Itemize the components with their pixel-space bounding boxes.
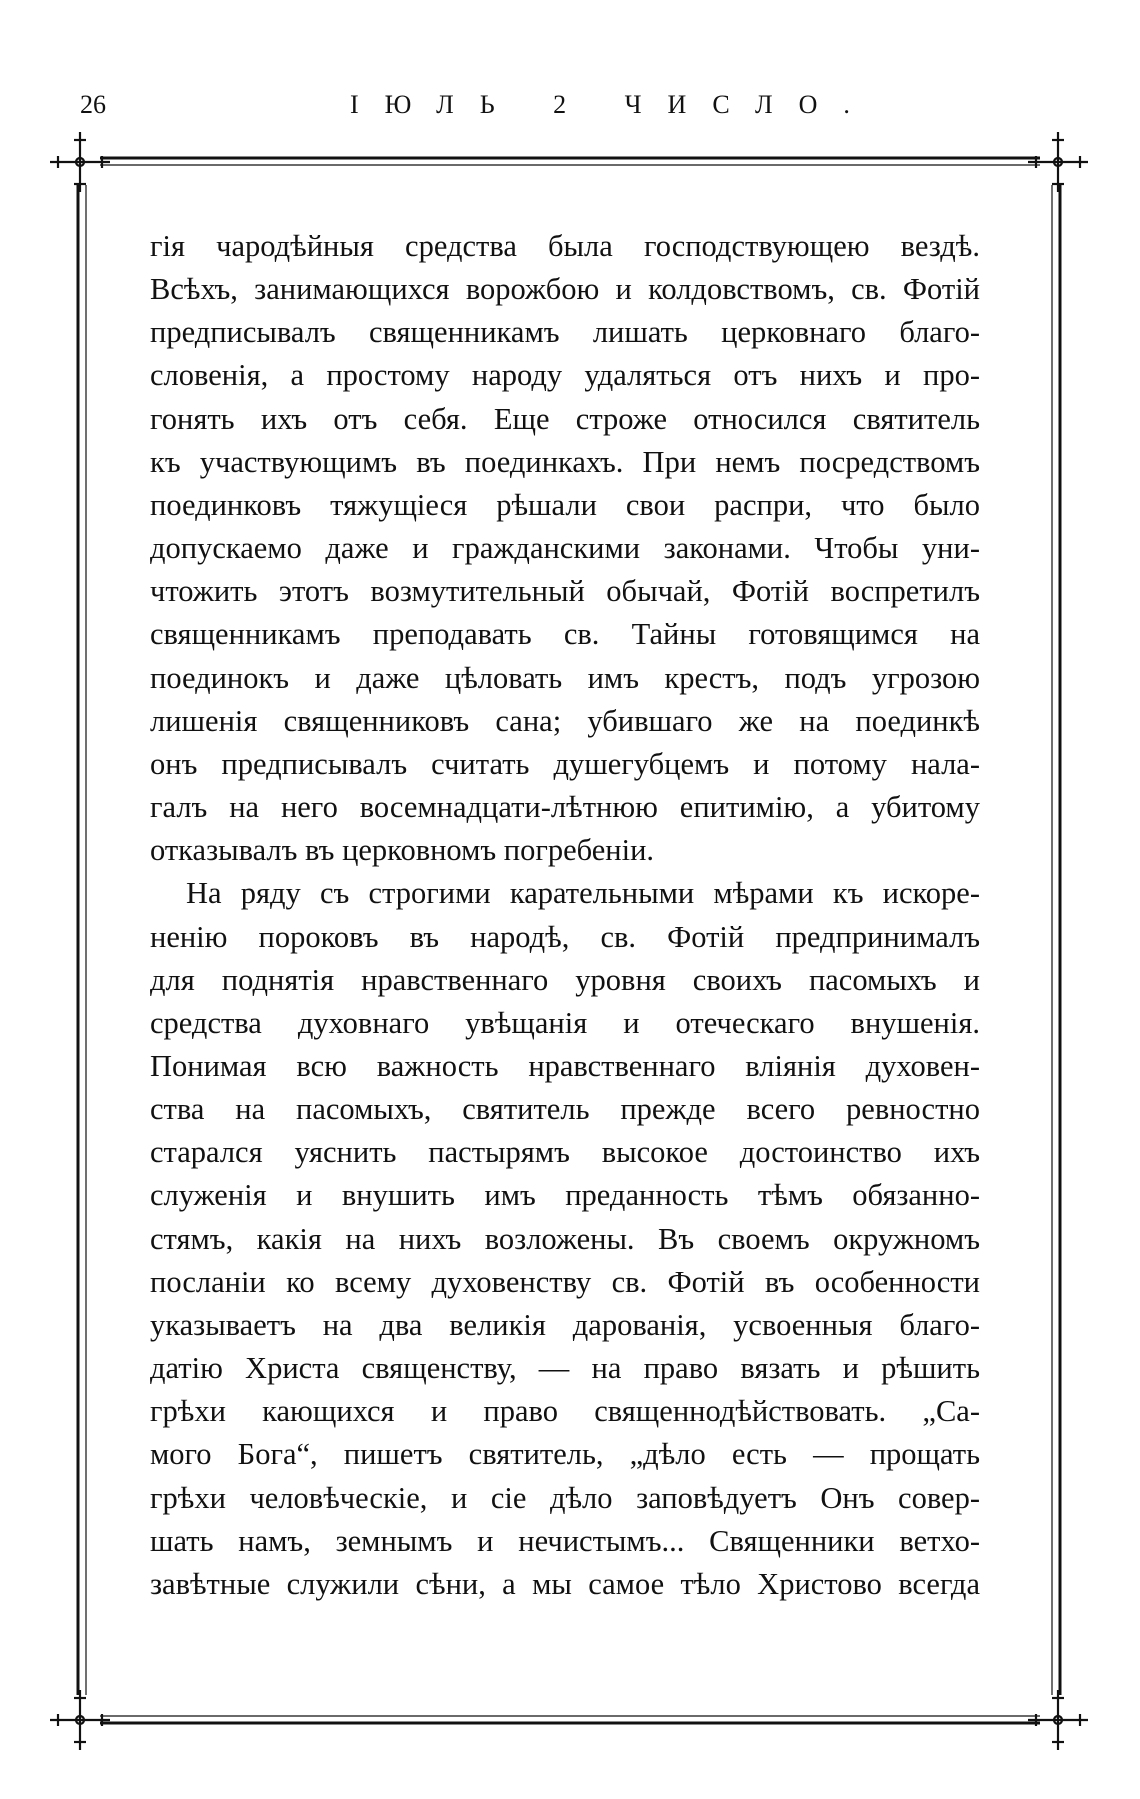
text-line: гонять ихъ отъ себя. Еще строже относился святитель <box>150 401 980 436</box>
text-line: словенія, а простому народу удаляться отъ нихъ и про- <box>150 358 980 393</box>
text-line: галъ на него восемнадцати-лѣтнюю епитимію, а убитому <box>150 790 980 825</box>
text-line: ненію пороковъ въ народѣ, св. Фотій предпринималъ <box>150 919 980 954</box>
text-line: старался уяснить пастырямъ высокое достоинство ихъ <box>150 1135 980 1170</box>
text-line: шать намъ, земнымъ и нечистымъ... Священники ветхо- <box>150 1523 980 1558</box>
text-line: посланіи ко всему духовенству св. Фотій въ особенности <box>150 1264 980 1299</box>
paragraph-1 <box>150 225 980 872</box>
text-line: лишенія священниковъ сана; убившаго же на поединкѣ <box>150 703 980 738</box>
text-line: поединковъ тяжущіеся рѣшали свои распри, что было <box>150 487 980 522</box>
text-line: онъ предписывалъ считать душегубцемъ и потому нала- <box>150 746 980 781</box>
text-line: отказывалъ въ церковномъ погребеніи. <box>150 833 655 868</box>
text-line: На ряду съ строгими карательными мѣрами къ искоре- <box>186 876 980 911</box>
text-line: поединокъ и даже цѣловать имъ крестъ, подъ угрозою <box>150 660 980 695</box>
cross-ornament-icon <box>50 1690 110 1750</box>
text-line: служенія и внушить имъ преданность тѣмъ обязанно- <box>150 1178 980 1213</box>
cross-ornament-icon <box>1028 132 1088 192</box>
text-line: для поднятія нравственнаго уровня своихъ пасомыхъ и <box>150 962 980 997</box>
text-line: допускаемо даже и гражданскими законами. Чтобы уни- <box>150 531 980 566</box>
text-line: датію Христа священству, — на право вязать и рѣшить <box>150 1351 980 1386</box>
text-line: предписывалъ священникамъ лишать церковнаго благо- <box>150 315 980 350</box>
text-line: священникамъ преподавать св. Тайны готовящимся на <box>150 617 980 652</box>
text-line: Всѣхъ, занимающихся ворожбою и колдовствомъ, св. Фотій <box>150 272 980 307</box>
cross-ornament-icon <box>1028 1690 1088 1750</box>
text-line: гія чародѣйныя средства была господствующею вездѣ. <box>150 229 980 263</box>
text-line: чтожить этотъ возмутительный обычай, Фотій воспретилъ <box>150 574 980 609</box>
running-head: ІЮЛЬ 2 ЧИСЛО. <box>350 90 876 119</box>
body-text <box>150 225 980 1606</box>
text-line: ства на пасомыхъ, святитель прежде всего ревностно <box>150 1092 980 1127</box>
text-line: средства духовнаго увѣщанія и отеческаго внушенія. <box>150 1005 980 1040</box>
text-line: Понимая всю важность нравственнаго вліянія духовен- <box>150 1048 980 1083</box>
text-line: мого Бога“, пишетъ святитель, „дѣло есть — прощать <box>150 1437 980 1472</box>
text-line: грѣхи кающихся и право священнодѣйствовать. „Са- <box>150 1394 980 1429</box>
text-line: завѣтные служили сѣни, а мы самое тѣло Христово всегда <box>150 1566 980 1601</box>
text-line: указываетъ на два великія дарованія, усвоенныя благо- <box>150 1307 980 1342</box>
page-number: 26 <box>80 90 106 119</box>
text-line: къ участвующимъ въ поединкахъ. При немъ посредствомъ <box>150 444 980 479</box>
paragraph-2 <box>150 872 980 1606</box>
text-line: стямъ, какія на нихъ возложены. Въ своемъ окружномъ <box>150 1221 980 1256</box>
text-line: грѣхи человѣческіе, и сіе дѣло заповѣдуетъ Онъ совер- <box>150 1480 980 1515</box>
cross-ornament-icon <box>50 132 110 192</box>
